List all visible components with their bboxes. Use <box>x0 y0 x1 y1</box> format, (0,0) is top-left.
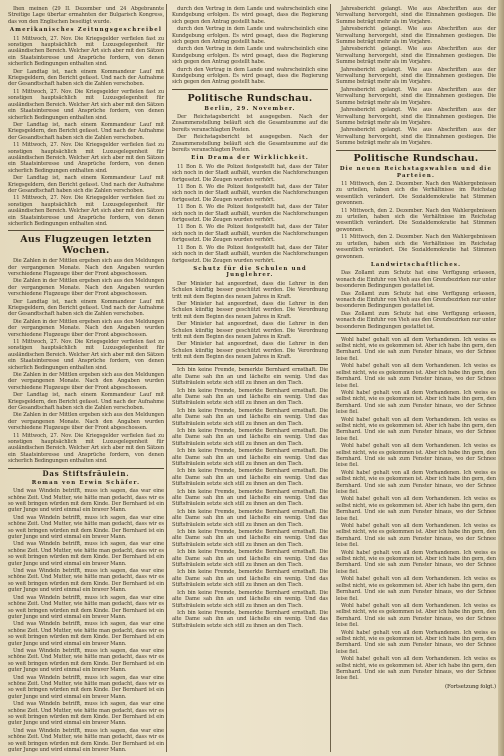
continuation-note: (Fortsetzung folgt.) <box>444 683 496 690</box>
divider <box>8 230 164 231</box>
col1-text-c-r2: Die Zahlen in der Mittlen ergeben sich aus den Meldungen der vergangenen Monate. Nach den Angaben wurden verschiedene Flugzeuge über der Front abgeschossen. <box>8 318 164 338</box>
col3-text-b-r2: 11 Mittwoch, den 2. Dezember. Nach den Wahlergebnissen zu urteilen, haben sich die Verhältnisse im Reichstag wesentlich verändert. Die Sozialdemokratie hat Stimmen gewonnen. <box>336 234 496 260</box>
col3-text-c: Das Zollamt zum Schutz hat eine Verfügung erlassen, wonach die Einfuhr von Vieh aus den Grenzbezirken nur unter besonderen Bedingungen gestattet ist. <box>336 270 496 290</box>
novel-text-r7: Und was Windeln betrifft, muss ich sagen, das war eine schöne Zeit. Und Mutter, wie hätte man gedacht, dass wir es so weit bringen würden mit dem Kinde. Der Bernhard ist ein guter Junge und wird einmal ein braver Mann. <box>8 674 164 700</box>
col2-text-c-r4: 11 Bon 8. Wo die Polizei festgestellt hat, dass der Täter sich noch in der Stadt aufhält, wurden die Nachforschungen fortgesetzt. Die Zeugen wurden verhört. <box>172 244 328 264</box>
divider <box>8 468 164 469</box>
col3-text-c-r1: Das Zollamt zum Schutz hat eine Verfügung erlassen, wonach die Einfuhr von Vieh aus den Grenzbezirken nur unter besonderen Bedingungen gestattet ist. <box>336 290 496 310</box>
col1-text-a: 11 Mittwoch, 27. Nov. Die Kriegsgelder verfielen fast zu sonstigen hauptsächlich mit Luxusgelegenheit für ausländischen Bereich. Welcher Art sich aber mit den Sätzen ein Staatsinteresse und Ansprüche fordern, von denen sicherlich Bedingungen enthalten sind. <box>8 35 164 68</box>
col3-novel-r1: Wohl habe! gehalt von all dem Vorhandenen. Ich weiss es selbst nicht, wie es gekommen ist. Aber ich habe ihn gern, den Bernhard. Und sie sah zum Fenster hinaus, wo der Schnee leise fiel. <box>336 363 496 389</box>
col1-text-a-r5: 11 Mittwoch, 27. Nov. Die Kriegsgelder verfielen fast zu sonstigen hauptsächlich mit Luxusgelegenheit für ausländischen Bereich. Welcher Art sich aber mit den Sätzen ein Staatsinteresse und Ansprüche fordern, von denen sicherlich Bedingungen enthalten sind. <box>8 432 164 465</box>
col2-subtitle2: Schutz für die Schulen und Junglehrer. <box>193 265 307 279</box>
col2-text-c-r3: 11 Bon 8. Wo die Polizei festgestellt hat, dass der Täter sich noch in der Stadt aufhält, wurden die Nachforschungen fortgesetzt. Die Zeugen wurden verhört. <box>172 224 328 244</box>
col3-novel-r9: Wohl habe! gehalt von all dem Vorhandenen. Ich weiss es selbst nicht, wie es gekommen ist. Aber ich habe ihn gern, den Bernhard. Und sie sah zum Fenster hinaus, wo der Schnee leise fiel. <box>336 576 496 602</box>
novel-subtitle: Roman von Erwin Schäfer. <box>31 479 141 486</box>
col3-text-a-r1: Jahresbericht gelangt. Wie aus Abschriften aus der Verwaltung hervorgeht, sind die Einnahmen gestiegen. Die Summe beträgt mehr als im Vorjahre. <box>336 26 496 46</box>
col2-text-b: Der Reichstagsbericht ist ausgegeben. Nach der Zusammenstellung beläuft sich die Gesamtsumme auf die bereits veranschlagten Posten. <box>172 113 328 133</box>
col1-text-b-r4: Der Landtag ist, nach einem Kommandeur Lauf mit Kriegsgeldern, den Bericht gefasst. Und nach der Aufnahme der Gesandtschaft haben sich die Zahlen verschoben. <box>8 392 164 412</box>
col2-novel-r7: Ich bin keine Fremde, bemerkte Bernhard ernsthaft. Die alte Dame sah ihn an und lächelte ein wenig. Und das Stiftsfräulein setzte sich still zu ihnen an den Tisch. <box>172 508 328 528</box>
novel-title: Das Stiftsfräulein. <box>42 469 130 479</box>
col2-novel-r10: Ich bin keine Fremde, bemerkte Bernhard ernsthaft. Die alte Dame sah ihn an und lächelte ein wenig. Und das Stiftsfräulein setzte sich still zu ihnen an den Tisch. <box>172 569 328 589</box>
col3-text-c-r2: Das Zollamt zum Schutz hat eine Verfügung erlassen, wonach die Einfuhr von Vieh aus den Grenzbezirken nur unter besonderen Bedingungen gestattet ist. <box>336 310 496 330</box>
col1-text-c-r1: Die Zahlen in der Mittlen ergeben sich aus den Meldungen der vergangenen Monate. Nach den Angaben wurden verschiedene Flugzeuge über der Front abgeschossen. <box>8 278 164 298</box>
col3-subtitle: Die neuen Reichstagswahlen und die Parteien. <box>339 166 493 179</box>
col3-subtitle2: Landwirtschaftliches. <box>370 261 462 268</box>
col3-novel-r7: Wohl habe! gehalt von all dem Vorhandenen. Ich weiss es selbst nicht, wie es gekommen ist. Aber ich habe ihn gern, den Bernhard. Und sie sah zum Fenster hinaus, wo der Schnee leise fiel. <box>336 523 496 549</box>
col2-novel-r2: Ich bin keine Fremde, bemerkte Bernhard ernsthaft. Die alte Dame sah ihn an und lächelte ein wenig. Und das Stiftsfräulein setzte sich still zu ihnen an den Tisch. <box>172 407 328 427</box>
col2-text-c-r2: 11 Bon 8. Wo die Polizei festgestellt hat, dass der Täter sich noch in der Stadt aufhält, wurden die Nachforschungen fortgesetzt. Die Zeugen wurden verhört. <box>172 204 328 224</box>
col2-novel-r5: Ich bin keine Fremde, bemerkte Bernhard ernsthaft. Die alte Dame sah ihn an und lächelte ein wenig. Und das Stiftsfräulein setzte sich still zu ihnen an den Tisch. <box>172 468 328 488</box>
col2-text-a-r2: durch den Vertrag in dem Lande und wahrscheinlich eine Kundgebung erfolgen. Es wird gesagt, dass die Regierung sich gegen den Antrag gestellt habe. <box>172 46 328 66</box>
col2-text-d-r3: Der Minister hat angeordnet, dass die Lehrer in den Schulen künftig besser geschützt werden. Die Verordnung tritt mit dem Beginn des neuen Jahres in Kraft. <box>172 341 328 361</box>
col3-novel-r6: Wohl habe! gehalt von all dem Vorhandenen. Ich weiss es selbst nicht, wie es gekommen ist. Aber ich habe ihn gern, den Bernhard. Und sie sah zum Fenster hinaus, wo der Schnee leise fiel. <box>336 496 496 522</box>
col3-novel-r11: Wohl habe! gehalt von all dem Vorhandenen. Ich weiss es selbst nicht, wie es gekommen ist. Aber ich habe ihn gern, den Bernhard. Und sie sah zum Fenster hinaus, wo der Schnee leise fiel. <box>336 629 496 655</box>
col2-novel-r8: Ich bin keine Fremde, bemerkte Bernhard ernsthaft. Die alte Dame sah ihn an und lächelte ein wenig. Und das Stiftsfräulein setzte sich still zu ihnen an den Tisch. <box>172 529 328 548</box>
col1-intro: Ihen meinen (29 II. Dezember und 24 Abgebrannte Streitige Lage übertar ermahnten der Bulgarisch Kongress, das von den Englischen beseitigt wurde. <box>8 6 164 25</box>
divider <box>172 364 328 365</box>
col2-section-title: Politische Rundschau. <box>187 92 313 104</box>
column-rule <box>166 4 167 752</box>
novel-text-r4: Und was Windeln betrifft, muss ich sagen, das war eine schöne Zeit. Und Mutter, wie hätte man gedacht, dass wir es so weit bringen würden mit dem Kinde. Der Bernhard ist ein guter Junge und wird einmal ein braver Mann. <box>8 594 164 620</box>
col1-text-a-r4: 11 Mittwoch, 27. Nov. Die Kriegsgelder verfielen fast zu sonstigen hauptsächlich mit Luxusgelegenheit für ausländischen Bereich. Welcher Art sich aber mit den Sätzen ein Staatsinteresse und Ansprüche fordern, von denen sicherlich Bedingungen enthalten sind. <box>8 338 164 371</box>
col2-text-c-r1: 11 Bon 8. Wo die Polizei festgestellt hat, dass der Täter sich noch in der Stadt aufhält, wurden die Nachforschungen fortgesetzt. Die Zeugen wurden verhört. <box>172 184 328 203</box>
col3-novel-r2: Wohl habe! gehalt von all dem Vorhandenen. Ich weiss es selbst nicht, wie es gekommen ist. Aber ich habe ihn gern, den Bernhard. Und sie sah zum Fenster hinaus, wo der Schnee leise fiel. <box>336 389 496 416</box>
col2-text-a: durch den Vertrag in dem Lande und wahrscheinlich eine Kundgebung erfolgen. Es wird gesagt, dass die Regierung sich gegen den Antrag gestellt habe. <box>172 6 328 25</box>
novel-text: Und was Windeln betrifft, muss ich sagen, das war eine schöne Zeit. Und Mutter, wie hätte man gedacht, dass wir es so weit bringen würden mit dem Kinde. Der Bernhard ist ein guter Junge und wird einmal ein braver Mann. <box>8 488 164 514</box>
col1-heading: Amerikanisches Zeitungsgeschreibel <box>9 27 163 34</box>
col3-text-a-r5: Jahresbericht gelangt. Wie aus Abschriften aus der Verwaltung hervorgeht, sind die Einnahmen gestiegen. Die Summe beträgt mehr als im Vorjahre. <box>336 107 496 126</box>
col1-text-c-r4: Die Zahlen in der Mittlen ergeben sich aus den Meldungen der vergangenen Monate. Nach den Angaben wurden verschiedene Flugzeuge über der Front abgeschossen. <box>8 412 164 432</box>
col2-text-d-r1: Der Minister hat angeordnet, dass die Lehrer in den Schulen künftig besser geschützt werden. Die Verordnung tritt mit dem Beginn des neuen Jahres in Kraft. <box>172 300 328 320</box>
col2-text-d-r2: Der Minister hat angeordnet, dass die Lehrer in den Schulen künftig besser geschützt werden. Die Verordnung tritt mit dem Beginn des neuen Jahres in Kraft. <box>172 321 328 340</box>
col2-subtitle: Ein Drama der Wirklichkeit. <box>191 155 309 162</box>
novel-text-r5: Und was Windeln betrifft, muss ich sagen, das war eine schöne Zeit. Und Mutter, wie hätte man gedacht, dass wir es so weit bringen würden mit dem Kinde. Der Bernhard ist ein guter Junge und wird einmal ein braver Mann. <box>8 621 164 647</box>
col3-novel-r12: Wohl habe! gehalt von all dem Vorhandenen. Ich weiss es selbst nicht, wie es gekommen ist. Aber ich habe ihn gern, den Bernhard. Und sie sah zum Fenster hinaus, wo der Schnee leise fiel. <box>336 656 496 682</box>
col2-place: Berlin, 29. November. <box>204 105 296 112</box>
divider <box>336 150 496 151</box>
col2-novel-r12: Ich bin keine Fremde, bemerkte Bernhard ernsthaft. Die alte Dame sah ihn an und lächelte ein wenig. Und das Stiftsfräulein setzte sich still zu ihnen an den Tisch. <box>172 609 328 629</box>
col1-text-b-repeat: Der Landtag ist, nach einem Kommandeur Lauf mit Kriegsgeldern, den Bericht gefasst. Und nach der Aufnahme der Gesandtschaft haben sich die Zahlen verschoben. <box>8 121 164 141</box>
column-rule <box>330 4 331 752</box>
col2-novel-r6: Ich bin keine Fremde, bemerkte Bernhard ernsthaft. Die alte Dame sah ihn an und lächelte ein wenig. Und das Stiftsfräulein setzte sich still zu ihnen an den Tisch. <box>172 488 328 508</box>
col2-novel-r9: Ich bin keine Fremde, bemerkte Bernhard ernsthaft. Die alte Dame sah ihn an und lächelte ein wenig. Und das Stiftsfräulein setzte sich still zu ihnen an den Tisch. <box>172 549 328 569</box>
col3-text-a-r3: Jahresbericht gelangt. Wie aus Abschriften aus der Verwaltung hervorgeht, sind die Einnahmen gestiegen. Die Summe beträgt mehr als im Vorjahre. <box>336 66 496 86</box>
col3-text-a-r6: Jahresbericht gelangt. Wie aus Abschriften aus der Verwaltung hervorgeht, sind die Einnahmen gestiegen. Die Summe beträgt mehr als im Vorjahre. <box>336 127 496 147</box>
novel-text-r1: Und was Windeln betrifft, muss ich sagen, das war eine schöne Zeit. Und Mutter, wie hätte man gedacht, dass wir es so weit bringen würden mit dem Kinde. Der Bernhard ist ein guter Junge und wird einmal ein braver Mann. <box>8 514 164 541</box>
divider <box>172 89 328 90</box>
col1-section-title: Aus Flugzeugen letzten Wochen. <box>20 234 152 257</box>
col3-text-b: 11 Mittwoch, den 2. Dezember. Nach den Wahlergebnissen zu urteilen, haben sich die Verhältnisse im Reichstag wesentlich verändert. Die Sozialdemokratie hat Stimmen gewonnen. <box>336 181 496 207</box>
column-1 <box>8 6 164 754</box>
novel-text-r3: Und was Windeln betrifft, muss ich sagen, das war eine schöne Zeit. Und Mutter, wie hätte man gedacht, dass wir es so weit bringen würden mit dem Kinde. Der Bernhard ist ein guter Junge und wird einmal ein braver Mann. <box>8 568 164 594</box>
col1-text-a-repeat3: 11 Mittwoch, 27. Nov. Die Kriegsgelder verfielen fast zu sonstigen hauptsächlich mit Luxusgelegenheit für ausländischen Bereich. Welcher Art sich aber mit den Sätzen ein Staatsinteresse und Ansprüche fordern, von denen sicherlich Bedingungen enthalten sind. <box>8 195 164 227</box>
col3-text-a-r4: Jahresbericht gelangt. Wie aus Abschriften aus der Verwaltung hervorgeht, sind die Einnahmen gestiegen. Die Summe beträgt mehr als im Vorjahre. <box>336 86 496 106</box>
col1-text-b-repeat2: Der Landtag ist, nach einem Kommandeur Lauf mit Kriegsgeldern, den Bericht gefasst. Und nach der Aufnahme der Gesandtschaft haben sich die Zahlen verschoben. <box>8 175 164 194</box>
column-2 <box>172 6 328 748</box>
column-3 <box>336 6 496 748</box>
col2-novel: Ich bin keine Fremde, bemerkte Bernhard ernsthaft. Die alte Dame sah ihn an und lächelte ein wenig. Und das Stiftsfräulein setzte sich still zu ihnen an den Tisch. <box>172 367 328 387</box>
col3-novel-r5: Wohl habe! gehalt von all dem Vorhandenen. Ich weiss es selbst nicht, wie es gekommen ist. Aber ich habe ihn gern, den Bernhard. Und sie sah zum Fenster hinaus, wo der Schnee leise fiel. <box>336 469 496 495</box>
col1-text-b-r3: Der Landtag ist, nach einem Kommandeur Lauf mit Kriegsgeldern, den Bericht gefasst. Und nach der Aufnahme der Gesandtschaft haben sich die Zahlen verschoben. <box>8 298 164 318</box>
divider <box>336 333 496 334</box>
col3-novel: Wohl habe! gehalt von all dem Vorhandenen. Ich weiss es selbst nicht, wie es gekommen ist. Aber ich habe ihn gern, den Bernhard. Und sie sah zum Fenster hinaus, wo der Schnee leise fiel. <box>336 336 496 362</box>
col3-novel-r8: Wohl habe! gehalt von all dem Vorhandenen. Ich weiss es selbst nicht, wie es gekommen ist. Aber ich habe ihn gern, den Bernhard. Und sie sah zum Fenster hinaus, wo der Schnee leise fiel. <box>336 549 496 575</box>
col2-novel-r4: Ich bin keine Fremde, bemerkte Bernhard ernsthaft. Die alte Dame sah ihn an und lächelte ein wenig. Und das Stiftsfräulein setzte sich still zu ihnen an den Tisch. <box>172 448 328 467</box>
col3-novel-r10: Wohl habe! gehalt von all dem Vorhandenen. Ich weiss es selbst nicht, wie es gekommen ist. Aber ich habe ihn gern, den Bernhard. Und sie sah zum Fenster hinaus, wo der Schnee leise fiel. <box>336 602 496 629</box>
col3-section-title: Politische Rundschau. <box>353 153 479 165</box>
col3-novel-r3: Wohl habe! gehalt von all dem Vorhandenen. Ich weiss es selbst nicht, wie es gekommen ist. Aber ich habe ihn gern, den Bernhard. Und sie sah zum Fenster hinaus, wo der Schnee leise fiel. <box>336 416 496 442</box>
col3-text-a-r2: Jahresbericht gelangt. Wie aus Abschriften aus der Verwaltung hervorgeht, sind die Einnahmen gestiegen. Die Summe beträgt mehr als im Vorjahre. <box>336 46 496 66</box>
col2-text-b-r1: Der Reichstagsbericht ist ausgegeben. Nach der Zusammenstellung beläuft sich die Gesamtsumme auf die bereits veranschlagten Posten. <box>172 134 328 153</box>
novel-text-r2: Und was Windeln betrifft, muss ich sagen, das war eine schöne Zeit. Und Mutter, wie hätte man gedacht, dass wir es so weit bringen würden mit dem Kinde. Der Bernhard ist ein guter Junge und wird einmal ein braver Mann. <box>8 541 164 567</box>
col1-text-b: Der Landtag ist, nach einem Kommandeur Lauf mit Kriegsgeldern, den Bericht gefasst. Und nach der Aufnahme der Gesandtschaft haben sich die Zahlen verschoben. <box>8 68 164 88</box>
page-edge <box>498 0 504 756</box>
novel-text-r9: Und was Windeln betrifft, muss ich sagen, das war eine schöne Zeit. Und Mutter, wie hätte man gedacht, dass wir es so weit bringen würden mit dem Kinde. Der Bernhard ist ein guter Junge und wird einmal ein braver Mann. <box>8 727 164 754</box>
col1-text-a-repeat: 11 Mittwoch, 27. Nov. Die Kriegsgelder verfielen fast zu sonstigen hauptsächlich mit Luxusgelegenheit für ausländischen Bereich. Welcher Art sich aber mit den Sätzen ein Staatsinteresse und Ansprüche fordern, von denen sicherlich Bedingungen enthalten sind. <box>8 88 164 121</box>
col3-text-a: Jahresbericht gelangt. Wie aus Abschriften aus der Verwaltung hervorgeht, sind die Einnahmen gestiegen. Die Summe beträgt mehr als im Vorjahre. <box>336 6 496 25</box>
col2-text-d: Der Minister hat angeordnet, dass die Lehrer in den Schulen künftig besser geschützt werden. Die Verordnung tritt mit dem Beginn des neuen Jahres in Kraft. <box>172 280 328 300</box>
col2-text-a-r1: durch den Vertrag in dem Lande und wahrscheinlich eine Kundgebung erfolgen. Es wird gesagt, dass die Regierung sich gegen den Antrag gestellt habe. <box>172 26 328 46</box>
col2-text-a-r3: durch den Vertrag in dem Lande und wahrscheinlich eine Kundgebung erfolgen. Es wird gesagt, dass die Regierung sich gegen den Antrag gestellt habe. <box>172 66 328 86</box>
col2-text-c: 11 Bon 8. Wo die Polizei festgestellt hat, dass der Täter sich noch in der Stadt aufhält, wurden die Nachforschungen fortgesetzt. Die Zeugen wurden verhört. <box>172 163 328 183</box>
novel-text-r8: Und was Windeln betrifft, muss ich sagen, das war eine schöne Zeit. Und Mutter, wie hätte man gedacht, dass wir es so weit bringen würden mit dem Kinde. Der Bernhard ist ein guter Junge und wird einmal ein braver Mann. <box>8 701 164 727</box>
col2-novel-r11: Ich bin keine Fremde, bemerkte Bernhard ernsthaft. Die alte Dame sah ihn an und lächelte ein wenig. Und das Stiftsfräulein setzte sich still zu ihnen an den Tisch. <box>172 589 328 609</box>
col2-novel-r3: Ich bin keine Fremde, bemerkte Bernhard ernsthaft. Die alte Dame sah ihn an und lächelte ein wenig. Und das Stiftsfräulein setzte sich still zu ihnen an den Tisch. <box>172 427 328 447</box>
novel-text-r6: Und was Windeln betrifft, muss ich sagen, das war eine schöne Zeit. Und Mutter, wie hätte man gedacht, dass wir es so weit bringen würden mit dem Kinde. Der Bernhard ist ein guter Junge und wird einmal ein braver Mann. <box>8 647 164 674</box>
col3-text-b-r1: 11 Mittwoch, den 2. Dezember. Nach den Wahlergebnissen zu urteilen, haben sich die Verhältnisse im Reichstag wesentlich verändert. Die Sozialdemokratie hat Stimmen gewonnen. <box>336 207 496 233</box>
col1-text-c-r3: Die Zahlen in der Mittlen ergeben sich aus den Meldungen der vergangenen Monate. Nach den Angaben wurden verschiedene Flugzeuge über der Front abgeschossen. <box>8 372 164 391</box>
col2-novel-r1: Ich bin keine Fremde, bemerkte Bernhard ernsthaft. Die alte Dame sah ihn an und lächelte ein wenig. Und das Stiftsfräulein setzte sich still zu ihnen an den Tisch. <box>172 387 328 407</box>
col1-text-c: Die Zahlen in der Mittlen ergeben sich aus den Meldungen der vergangenen Monate. Nach den Angaben wurden verschiedene Flugzeuge über der Front abgeschossen. <box>8 258 164 277</box>
col1-text-a-repeat2: 11 Mittwoch, 27. Nov. Die Kriegsgelder verfielen fast zu sonstigen hauptsächlich mit Luxusgelegenheit für ausländischen Bereich. Welcher Art sich aber mit den Sätzen ein Staatsinteresse und Ansprüche fordern, von denen sicherlich Bedingungen enthalten sind. <box>8 142 164 174</box>
col3-novel-r4: Wohl habe! gehalt von all dem Vorhandenen. Ich weiss es selbst nicht, wie es gekommen ist. Aber ich habe ihn gern, den Bernhard. Und sie sah zum Fenster hinaus, wo der Schnee leise fiel. <box>336 443 496 469</box>
